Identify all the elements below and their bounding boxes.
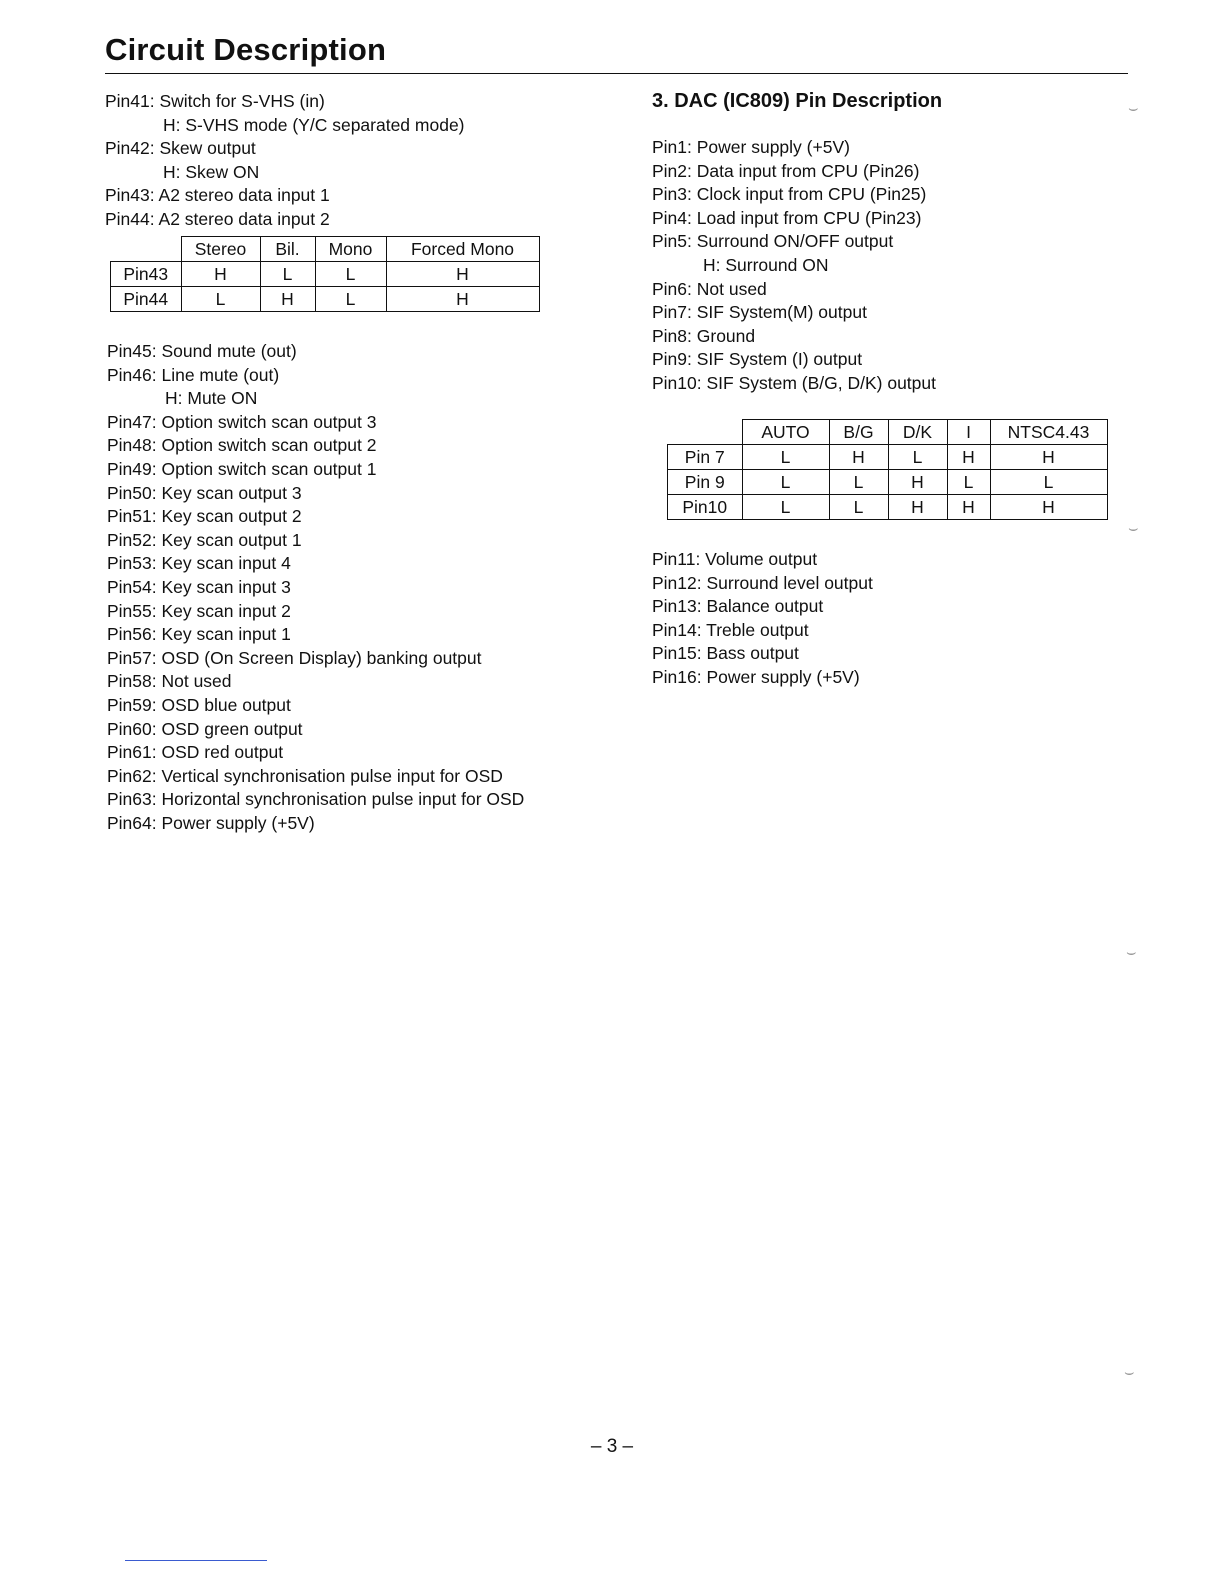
pin-description: Pin5: Surround ON/OFF output: [652, 231, 894, 252]
scan-mark: ⌣: [1124, 1364, 1135, 1381]
pin-description: Pin9: SIF System (I) output: [652, 349, 863, 370]
pin-description: Pin64: Power supply (+5V): [107, 812, 315, 833]
left-column-bottom: [107, 340, 524, 835]
pin-description: Pin12: Surround level output: [652, 572, 873, 593]
table-corner: [668, 420, 743, 445]
column-header: Mono: [315, 237, 386, 262]
pin-description: Pin62: Vertical synchronisation pulse input for OSD: [107, 765, 503, 786]
left-column-top: [105, 90, 625, 232]
pin-description: Pin60: OSD green output: [107, 718, 303, 739]
pin-description: Pin51: Key scan output 2: [107, 506, 302, 527]
audio-mode-table: [110, 236, 540, 312]
pin-note: H: S-VHS mode (Y/C separated mode): [163, 114, 465, 135]
section-heading-dac: 3. DAC (IC809) Pin Description: [652, 90, 943, 112]
table-cell: L: [990, 470, 1107, 495]
pin-description: Pin14: Treble output: [652, 619, 809, 640]
pin-description: Pin55: Key scan input 2: [107, 600, 291, 621]
pin-description: Pin53: Key scan input 4: [107, 553, 291, 574]
table-row: [668, 495, 1108, 520]
table-cell: L: [260, 262, 315, 287]
pin-description: Pin63: Horizontal synchronisation pulse input for OSD: [107, 789, 525, 810]
pin-description: Pin3: Clock input from CPU (Pin25): [652, 184, 927, 205]
table-cell: H: [829, 445, 888, 470]
page-title: Circuit Description: [105, 32, 387, 67]
table-header-row: [668, 420, 1108, 445]
pin-description: Pin8: Ground: [652, 325, 756, 346]
pin-description: Pin15: Bass output: [652, 643, 799, 664]
table-cell: H: [386, 287, 539, 312]
pin-description: Pin47: Option switch scan output 3: [107, 411, 377, 432]
pin-description: Pin2: Data input from CPU (Pin26): [652, 160, 920, 181]
pin-description: Pin49: Option switch scan output 1: [107, 458, 377, 479]
pin-description: Pin16: Power supply (+5V): [652, 666, 860, 687]
right-column-top: [652, 136, 1172, 396]
pin-description: Pin46: Line mute (out): [107, 364, 280, 385]
table-corner: [111, 237, 182, 262]
pin-description: Pin4: Load input from CPU (Pin23): [652, 207, 922, 228]
right-column-bottom: [652, 548, 873, 690]
pin-description: Pin44: A2 stereo data input 2: [105, 208, 330, 229]
table-cell: H: [888, 470, 947, 495]
pin-description: Pin54: Key scan input 3: [107, 576, 291, 597]
table-cell: H: [888, 495, 947, 520]
pin-description: Pin58: Not used: [107, 671, 232, 692]
pin-description: Pin45: Sound mute (out): [107, 341, 297, 361]
column-header: I: [947, 420, 990, 445]
pin-description: Pin7: SIF System(M) output: [652, 302, 867, 323]
table-cell: H: [990, 445, 1107, 470]
pin-description: Pin43: A2 stereo data input 1: [105, 185, 330, 206]
pin-note: H: Mute ON: [165, 388, 258, 409]
column-header: B/G: [829, 420, 888, 445]
table-row: [111, 262, 540, 287]
table-cell: H: [990, 495, 1107, 520]
column-header: Forced Mono: [386, 237, 539, 262]
footer-rule: [125, 1560, 267, 1561]
pin-description: Pin13: Balance output: [652, 596, 824, 617]
title-divider: [105, 73, 1128, 74]
row-label: Pin44: [111, 287, 182, 312]
pin-description: Pin52: Key scan output 1: [107, 529, 302, 550]
column-header: NTSC4.43: [990, 420, 1107, 445]
row-label: Pin10: [668, 495, 743, 520]
scan-mark: ⌣: [1128, 100, 1139, 117]
table-cell: L: [742, 470, 829, 495]
pin-description: Pin48: Option switch scan output 2: [107, 435, 377, 456]
table-cell: L: [829, 470, 888, 495]
table-row: [668, 470, 1108, 495]
column-header: Bil.: [260, 237, 315, 262]
scan-mark: ⌣: [1128, 520, 1139, 537]
pin-description: Pin61: OSD red output: [107, 742, 284, 763]
pin-description: Pin50: Key scan output 3: [107, 482, 302, 503]
row-label: Pin 9: [668, 470, 743, 495]
pin-description: Pin6: Not used: [652, 278, 767, 299]
table-header-row: [111, 237, 540, 262]
pin-description: Pin56: Key scan input 1: [107, 624, 291, 645]
table-cell: L: [742, 495, 829, 520]
row-label: Pin 7: [668, 445, 743, 470]
table-cell: H: [181, 262, 260, 287]
pin-note: H: Skew ON: [163, 161, 260, 182]
pin-note: H: Surround ON: [703, 254, 829, 275]
pin-description: Pin41: Switch for S-VHS (in): [105, 91, 325, 111]
table-cell: L: [181, 287, 260, 312]
table-cell: L: [829, 495, 888, 520]
pin-description: Pin59: OSD blue output: [107, 694, 291, 715]
pin-description: Pin10: SIF System (B/G, D/K) output: [652, 372, 936, 393]
table-cell: L: [742, 445, 829, 470]
table-cell: H: [386, 262, 539, 287]
column-header: D/K: [888, 420, 947, 445]
table-row: [668, 445, 1108, 470]
sif-system-table: [667, 419, 1108, 520]
page-number: – 3 –: [590, 1436, 634, 1457]
table-cell: L: [888, 445, 947, 470]
column-header: AUTO: [742, 420, 829, 445]
table-cell: H: [260, 287, 315, 312]
pin-description: Pin42: Skew output: [105, 138, 256, 159]
scan-mark: ⌣: [1126, 944, 1137, 961]
table-cell: H: [947, 495, 990, 520]
table-cell: H: [947, 445, 990, 470]
table-cell: L: [315, 287, 386, 312]
row-label: Pin43: [111, 262, 182, 287]
table-cell: L: [947, 470, 990, 495]
table-row: [111, 287, 540, 312]
table-cell: L: [315, 262, 386, 287]
pin-description: Pin11: Volume output: [652, 549, 818, 569]
pin-description: Pin57: OSD (On Screen Display) banking output: [107, 647, 482, 668]
column-header: Stereo: [181, 237, 260, 262]
pin-description: Pin1: Power supply (+5V): [652, 137, 850, 157]
